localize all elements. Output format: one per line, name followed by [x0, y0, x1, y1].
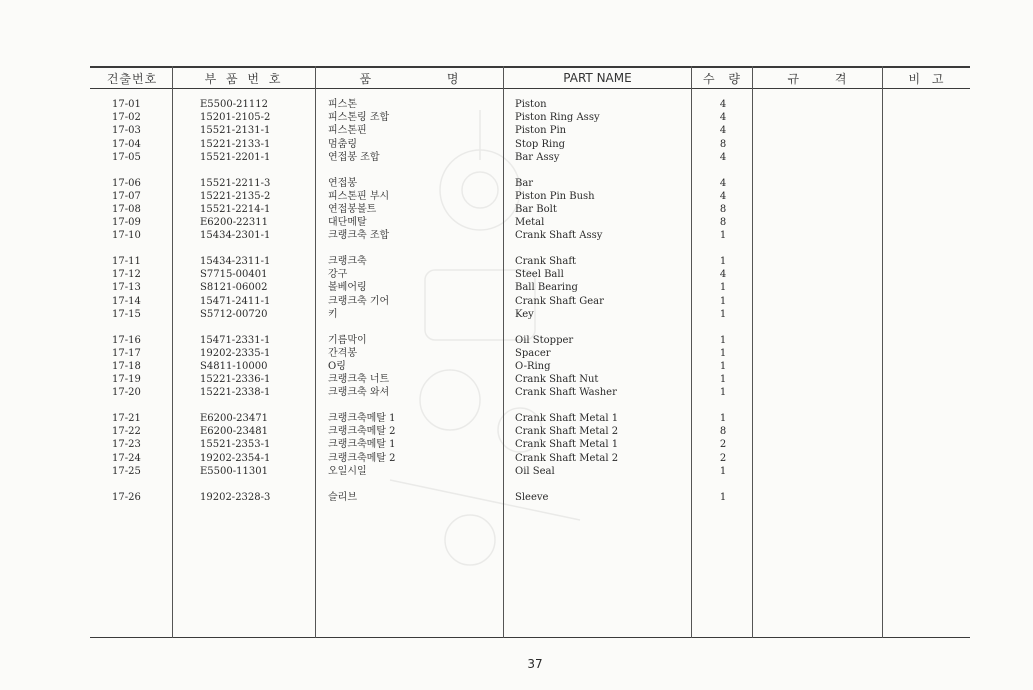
- ref-number-cell: 17-11: [112, 256, 141, 267]
- quantity-cell: 4: [719, 151, 727, 163]
- part-name-english-cell: Steel Ball: [515, 269, 564, 281]
- ref-number-cell: 17-08: [112, 203, 141, 215]
- ref-number-cell: 17-09: [112, 217, 141, 229]
- column-divider: [503, 66, 504, 638]
- quantity-cell: 1: [719, 347, 727, 359]
- part-number-cell: 15521-2131-1: [200, 125, 271, 137]
- part-name-english-cell: Crank Shaft Metal 2: [515, 452, 619, 464]
- part-name-english-cell: Piston Pin: [515, 125, 567, 137]
- quantity-cell: 1: [719, 465, 727, 477]
- quantity-cell: 4: [719, 112, 727, 124]
- header-ref-number: 건출번호: [106, 71, 158, 86]
- quantity-cell: 1: [719, 295, 727, 307]
- header-remark: 비 고: [908, 71, 945, 86]
- part-number-cell: 19202-2328-3: [200, 491, 271, 503]
- part-name-english-cell: Piston Pin Bush: [515, 190, 595, 202]
- part-name-english-cell: Bar Assy: [515, 151, 560, 163]
- quantity-cell: 1: [719, 374, 727, 386]
- quantity-cell: 1: [719, 282, 727, 294]
- part-number-cell: S8121-06002: [200, 282, 268, 294]
- quantity-cell: 1: [719, 256, 727, 267]
- part-number-cell: 19202-2335-1: [200, 347, 271, 359]
- quantity-cell: 8: [719, 217, 727, 229]
- part-name-korean-cell: 피스톤링 조합: [328, 112, 390, 124]
- part-number-cell: 15221-2135-2: [200, 190, 271, 202]
- part-name-english-cell: Crank Shaft Gear: [515, 295, 604, 307]
- header-spec: 규 격: [787, 71, 848, 86]
- quantity-cell: 4: [719, 99, 727, 110]
- part-name-english-cell: Bar Bolt: [515, 203, 557, 215]
- part-name-korean-cell: 크랭크축 너트: [328, 374, 390, 386]
- quantity-cell: 8: [719, 426, 727, 438]
- ref-number-cell: 17-01: [112, 99, 141, 110]
- part-name-english-cell: Bar: [515, 177, 534, 189]
- header-name-korean: 품 명: [359, 71, 460, 86]
- part-number-cell: 15521-2214-1: [200, 203, 271, 215]
- part-number-cell: E5500-11301: [200, 465, 268, 477]
- part-name-korean-cell: 피스톤: [328, 99, 357, 110]
- ref-number-cell: 17-25: [112, 465, 141, 477]
- ref-number-cell: 17-22: [112, 426, 141, 438]
- ref-number-cell: 17-15: [112, 308, 141, 320]
- part-name-korean-cell: 기름막이: [328, 334, 367, 346]
- quantity-cell: 1: [719, 360, 727, 372]
- quantity-cell: 1: [719, 491, 727, 503]
- part-number-cell: 15434-2301-1: [200, 230, 271, 242]
- part-name-english-cell: Key: [515, 308, 534, 320]
- part-name-english-cell: Piston: [515, 99, 547, 110]
- part-name-english-cell: O-Ring: [515, 360, 551, 372]
- part-name-english-cell: Crank Shaft Nut: [515, 374, 599, 386]
- ref-number-cell: 17-18: [112, 360, 141, 372]
- ref-number-cell: 17-14: [112, 295, 141, 307]
- part-number-cell: 15434-2311-1: [200, 256, 271, 267]
- part-number-cell: 15201-2105-2: [200, 112, 271, 124]
- part-name-korean-cell: 크랭크축 와셔: [328, 387, 390, 399]
- ref-number-cell: 17-02: [112, 112, 141, 124]
- part-name-english-cell: Crank Shaft Metal 1: [515, 413, 619, 424]
- part-number-cell: 15221-2133-1: [200, 138, 271, 150]
- part-number-cell: 15471-2411-1: [200, 295, 271, 307]
- part-number-cell: 15521-2201-1: [200, 151, 271, 163]
- part-name-korean-cell: 볼베어링: [328, 282, 367, 294]
- column-divider: [315, 66, 316, 638]
- part-name-korean-cell: 연접봉볼트: [328, 203, 377, 215]
- ref-number-cell: 17-13: [112, 282, 141, 294]
- quantity-cell: 2: [719, 439, 727, 451]
- part-name-korean-cell: 멈춤링: [328, 138, 357, 150]
- part-name-korean-cell: 대단메탈: [328, 217, 367, 229]
- part-name-english-cell: Stop Ring: [515, 138, 566, 150]
- part-number-cell: 15221-2338-1: [200, 387, 271, 399]
- quantity-cell: 4: [719, 125, 727, 137]
- quantity-cell: 1: [719, 334, 727, 346]
- ref-number-cell: 17-17: [112, 347, 141, 359]
- quantity-cell: 2: [719, 452, 727, 464]
- part-name-english-cell: Oil Stopper: [515, 334, 574, 346]
- part-name-korean-cell: 슬리브: [328, 491, 357, 503]
- quantity-cell: 1: [719, 308, 727, 320]
- part-number-cell: 15521-2353-1: [200, 439, 271, 451]
- part-name-korean-cell: 간격봉: [328, 347, 357, 359]
- part-number-cell: S4811-10000: [200, 360, 268, 372]
- header-quantity: 수 량: [703, 71, 741, 86]
- part-name-korean-cell: 크랭크축메탈 1: [328, 413, 396, 424]
- ref-number-cell: 17-20: [112, 387, 141, 399]
- part-name-english-cell: Crank Shaft Metal 2: [515, 426, 619, 438]
- part-name-english-cell: Metal: [515, 217, 545, 229]
- part-name-korean-cell: 크랭크축 조합: [328, 230, 390, 242]
- quantity-cell: 8: [719, 203, 727, 215]
- ref-number-cell: 17-19: [112, 374, 141, 386]
- part-name-english-cell: Piston Ring Assy: [515, 112, 600, 124]
- bleed-through-text: [100, 640, 700, 664]
- part-name-korean-cell: 오일시일: [328, 465, 367, 477]
- part-number-cell: E6200-22311: [200, 217, 268, 229]
- part-name-korean-cell: O링: [328, 360, 346, 372]
- column-divider: [172, 66, 173, 638]
- part-name-korean-cell: 피스톤핀: [328, 125, 367, 137]
- ref-number-cell: 17-24: [112, 452, 141, 464]
- part-number-cell: S7715-00401: [200, 269, 268, 281]
- part-name-korean-cell: 키: [328, 308, 338, 320]
- ref-number-cell: 17-05: [112, 151, 141, 163]
- ref-number-cell: 17-21: [112, 413, 141, 424]
- part-name-korean-cell: 연접봉 조합: [328, 151, 380, 163]
- part-name-korean-cell: 강구: [328, 269, 348, 281]
- quantity-cell: 4: [719, 177, 727, 189]
- quantity-cell: 8: [719, 138, 727, 150]
- part-name-english-cell: Sleeve: [515, 491, 549, 503]
- quantity-cell: 4: [719, 269, 727, 281]
- ref-number-cell: 17-03: [112, 125, 141, 137]
- quantity-cell: 4: [719, 190, 727, 202]
- ref-number-cell: 17-04: [112, 138, 141, 150]
- table-bottom-rule: [90, 637, 970, 638]
- quantity-cell: 1: [719, 413, 727, 424]
- part-name-english-cell: Spacer: [515, 347, 551, 359]
- part-name-korean-cell: 크랭크축: [328, 256, 367, 267]
- part-name-korean-cell: 크랭크축 기어: [328, 295, 390, 307]
- page-number: 37: [527, 657, 543, 671]
- part-name-english-cell: Crank Shaft Washer: [515, 387, 617, 399]
- ref-number-cell: 17-12: [112, 269, 141, 281]
- part-number-cell: 15221-2336-1: [200, 374, 271, 386]
- ref-number-cell: 17-10: [112, 230, 141, 242]
- part-name-english-cell: Crank Shaft: [515, 256, 577, 267]
- part-number-cell: S5712-00720: [200, 308, 268, 320]
- ref-number-cell: 17-06: [112, 177, 141, 189]
- part-number-cell: 15471-2331-1: [200, 334, 271, 346]
- part-name-english-cell: Ball Bearing: [515, 282, 578, 294]
- part-name-english-cell: Crank Shaft Metal 1: [515, 439, 619, 451]
- part-number-cell: E6200-23471: [200, 413, 268, 424]
- part-number-cell: E6200-23481: [200, 426, 268, 438]
- part-name-korean-cell: 크랭크축메탈 2: [328, 426, 396, 438]
- header-bottom-rule: [90, 88, 970, 89]
- ref-number-cell: 17-26: [112, 491, 141, 503]
- part-name-korean-cell: 피스톤핀 부시: [328, 190, 390, 202]
- part-number-cell: 19202-2354-1: [200, 452, 271, 464]
- part-name-korean-cell: 크랭크축메탈 2: [328, 452, 396, 464]
- ref-number-cell: 17-23: [112, 439, 141, 451]
- part-name-english-cell: Oil Seal: [515, 465, 555, 477]
- part-name-english-cell: Crank Shaft Assy: [515, 230, 603, 242]
- column-divider: [752, 66, 753, 638]
- part-number-cell: 15521-2211-3: [200, 177, 271, 189]
- ref-number-cell: 17-07: [112, 190, 141, 202]
- quantity-cell: 1: [719, 230, 727, 242]
- part-name-korean-cell: 연접봉: [328, 177, 357, 189]
- part-name-korean-cell: 크랭크축메탈 1: [328, 439, 396, 451]
- header-part-number: 부 품 번 호: [204, 71, 284, 86]
- column-divider: [882, 66, 883, 638]
- quantity-cell: 1: [719, 387, 727, 399]
- header-part-name: PART NAME: [563, 71, 632, 85]
- ref-number-cell: 17-16: [112, 334, 141, 346]
- part-number-cell: E5500-21112: [200, 99, 268, 110]
